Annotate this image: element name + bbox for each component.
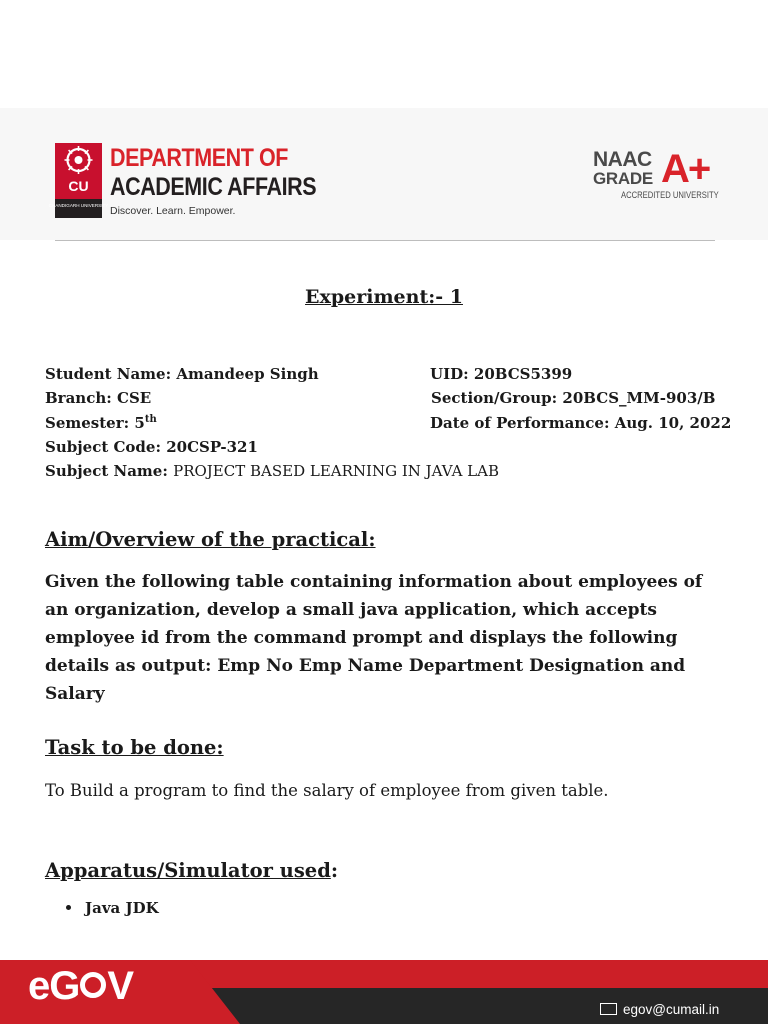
egov-logo	[28, 964, 133, 1009]
footer-email[interactable]	[600, 1002, 719, 1017]
semester-row	[45, 413, 157, 433]
naac-grade-value: A+	[661, 147, 710, 191]
cu-logo-text: CU	[68, 178, 89, 194]
uid-row	[430, 364, 572, 384]
apparatus-heading-colon: :	[330, 859, 339, 882]
section-label: Section/Group:	[431, 389, 558, 407]
task-heading: Task to be done:	[45, 736, 224, 759]
cu-logo-subtext: CHANDIGARH UNIVERSITY	[48, 203, 109, 208]
egov-gear-icon	[80, 972, 106, 998]
department-title-line2: ACADEMIC AFFAIRS	[110, 173, 317, 201]
date-row	[430, 413, 731, 433]
subject-name-label: Subject Name:	[45, 462, 168, 480]
aim-heading: Aim/Overview of the practical:	[45, 528, 376, 551]
naac-accredited: ACCREDITED UNIVERSITY	[621, 190, 719, 200]
date-value: Aug. 10, 2022	[614, 414, 732, 432]
apparatus-heading: Apparatus/Simulator used	[45, 859, 331, 882]
header-divider	[55, 240, 715, 241]
subject-code-row	[45, 437, 258, 457]
semester-label: Semester:	[45, 414, 130, 432]
egov-logo-prefix: e	[28, 964, 50, 1008]
uid-label: UID:	[430, 365, 469, 383]
footer-email-text[interactable]: egov@cumail.in	[623, 1002, 720, 1017]
department-tagline: Discover. Learn. Empower.	[110, 205, 236, 217]
student-name-label: Student Name:	[45, 365, 172, 383]
subject-code-value: 20CSP-321	[166, 438, 258, 456]
bullet-icon	[66, 905, 71, 910]
cu-logo	[48, 143, 109, 218]
branch-value: CSE	[117, 389, 152, 407]
egov-logo-suffix: V	[107, 964, 134, 1008]
branch-row	[45, 388, 151, 408]
semester-value: 5	[134, 414, 145, 432]
experiment-title: Experiment:- 1	[305, 286, 463, 308]
naac-logo	[593, 147, 719, 202]
semester-suffix: th	[144, 414, 157, 425]
date-label: Date of Performance:	[430, 414, 610, 432]
apparatus-item-label: Java JDK	[85, 899, 159, 917]
uid-value: 20BCS5399	[473, 365, 573, 383]
list-item	[66, 899, 159, 917]
student-name-row	[45, 364, 319, 384]
student-name-value: Amandeep Singh	[176, 365, 319, 383]
naac-label: NAAC	[593, 148, 652, 171]
task-body: To Build a program to find the salary of employee from given table.	[45, 781, 609, 800]
subject-code-label: Subject Code:	[45, 438, 161, 456]
subject-name-value: PROJECT BASED LEARNING IN JAVA LAB	[173, 462, 499, 480]
subject-name-row	[45, 461, 499, 481]
section-value: 20BCS_MM-903/B	[562, 389, 716, 407]
apparatus-heading-row	[45, 859, 338, 882]
section-row	[431, 388, 715, 408]
naac-grade-label: GRADE	[593, 169, 653, 188]
egov-logo-g: G	[49, 964, 80, 1008]
branch-label: Branch:	[45, 389, 112, 407]
mail-icon	[600, 1003, 617, 1015]
aim-body: Given the following table containing information about employees of an organization, develop a small java application, which accepts employee id from the command prompt and displays the following details as output: Emp No Emp Name Department Designation and Salary	[45, 572, 703, 704]
department-title-line1: DEPARTMENT OF	[110, 144, 288, 172]
